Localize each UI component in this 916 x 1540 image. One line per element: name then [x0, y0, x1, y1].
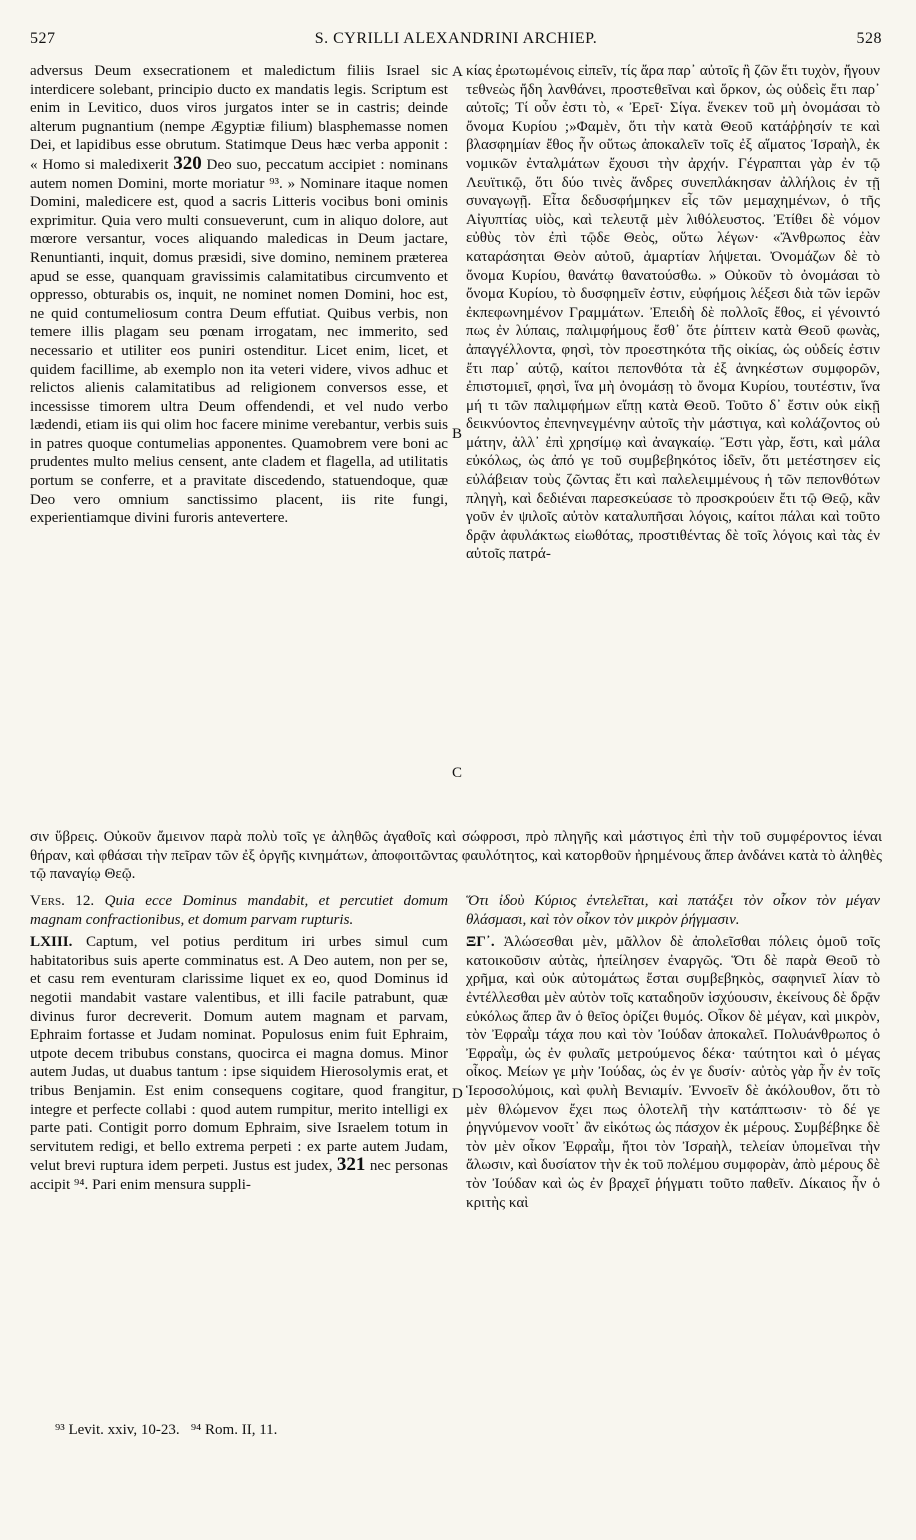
inline-page-number: 320 [173, 152, 202, 174]
section-label: ΞΓ᾽. [466, 934, 495, 951]
latin-column-lower [30, 892, 448, 1199]
greek-column-upper [466, 62, 880, 564]
greek-paragraph: κίας ἐρωτωμένοις εἰπεῖν, τίς ἄρα παρ᾽ αὐτοῖς ἢ ζῶν ἔτι τυχὸν, ἤγουν τεθνεὼς ἤδη λανθάνει, προστεθεῖναι καὶ ὅρκον, ὡς οὐδεὶς ἔτι παρ᾽ αὐτοῖς; Τί οὖν ἐστι τὸ, « Ἐρεῖ· Σίγα. ἕνεκεν τοῦ μὴ ὀνομάσαι τὸ ὄνομα Κυρίου ;»Φαμὲν, ὅτι τὴν κατὰ Θεοῦ κατάῤῥησίν τε καὶ βλασφημίαν ἔθος ἦν οὕτως ἀποκαλεῖν τοῖς ἐξ αἵματος Ἰσραὴλ, ἐκ νομικῶν ἐνταλμάτων ἔχουσι τὴν ἀρχήν. Γέγραπται γὰρ ἐν τῷ Λευϊτικῷ, ὅτι δύο τινὲς ἄνδρες συνεπλάκησαν ἀλλήλοις ἐν τῇ συναγωγῇ. Εἶτα δεδυσφήμηκεν εἷς τῶν μεμαχημένων, ὁ τῆς Αἰγυπτίας υἱὸς, καὶ τελευτᾷ μὲν λιθόλευστος. Ἐτίθει δὲ νόμον εὐθὺς τὸν ἐπὶ τῷδε Θεὸς, οὕτω λέγων· «Ἄνθρωπος ἐὰν καταράσηται Θεὸν αὐτοῦ, ἁμαρτίαν λήψεται. Ὀνομάζων δὲ τὸ ὄνομα Κυρίου, θανάτῳ θανατούσθω. » Οὐκοῦν τὸ ὀνομάσαι τὸ ὄνομα Κυρίου, τὸ δυσφημεῖν ἐστιν, εὐφήμοις λέξεσι διὰ τῶν ἱερῶν ἐκπεφωνημένον Γραμμάτων. Ἐπειδὴ δὲ πολλοῖς ἔθος, εἰ γένοιντό πως ἐν λύπαις, παλιμφήμους ἔσθ᾽ ὅτε ῥίπτειν κατὰ Θεοῦ φωνὰς, ἀπαγγέλλοντα, φησὶ, τὸν προεστηκότα τῆς οἰκίας, ὡς οὐδείς ἐστιν ἔτι παρ᾽ αὐτῷ, καίτοι πεπονθότα τὰ ἐξ ἀνηκέστων συμφορῶν, ἐπιστομιεῖ, φησὶ, ἵνα μὴ ὀνομάσῃ τὸ ὄνομα Κυρίου, τουτέστιν, ἵνα μή τι τῶν παλιμφήμων εἴπῃ κατὰ Θεοῦ. Τοῦτο δ᾽ ἔστιν οὐκ εἰκῇ δεικνύοντος ἐπενηνεγμένην αὐτοῖς τὴν μάστιγα, καὶ κολάζοντος οὐ μάτην, ἀλλ᾽ ἐπὶ χρησίμῳ καὶ ἀναγκαίῳ. Ἔστι γὰρ, ἔστι, καὶ μάλα εὐκόλως, ὡς ἀπό γε τοῦ συμβεβηκότος ἰδεῖν, ὅτι μετέστησεν εἰς εὐλάβειαν τοὺς ζῶντας ἔτι καὶ παλελειμμένους ἡ τῶν πεπονθότων πληγὴ, καὶ δεδιέναι παρεσκεύασε τὸ προσκρούειν ἔτι τῷ Θεῷ, κἂν γοῦν ἐν ψιλοῖς αὐτὸν καταλυπῆσαι λόγοις, καίτοι πάλαι καὶ τοῦτο δρᾷν ἀφυλάκτως εἰωθότας, προστιθέντας δὲ τοῖς λόγοις καὶ τὰς ἐν αὐτοῖς πατρά- [466, 63, 880, 563]
latin-text: nec personas accipit ⁹⁴. Pari enim mensura suppli- [30, 1158, 448, 1193]
greek-verse: Ὅτι ἰδοὺ Κύριος ἐντελεῖται, καὶ πατάξει τὸν οἶκον τὸν μέγαν θλάσμασι, καὶ τὸν οἶκον τὸν μικρὸν ῥήγμασιν. [466, 893, 880, 928]
greek-column-lower [466, 892, 880, 1216]
section-label: LXIII. [30, 934, 73, 951]
footnotes: ⁹³ Levit. xxiv, 10-23. ⁹⁴ Rom. II, 11. [55, 1422, 278, 1438]
latin-verse [30, 892, 448, 929]
latin-commentary [30, 933, 448, 1194]
verse-text: Quia ecce Dominus mandabit, et percutiet domum magnam confractionibus, et domum parvam rupturis. [30, 893, 448, 928]
greek-text: Ἁλώσεσθαι μὲν, μᾶλλον δὲ ἀπολεῖσθαι πόλεις ὁμοῦ τοῖς κατοικοῦσιν αὐτὰς, ἠπείλησεν ἐναργῶς. Ὅτι δὲ παρὰ Θεοῦ τὸ χρῆμα, καὶ οὐκ αὐτομάτως ἔσται συμβεβηκὸς, σαφηνιεῖ λίαν τὸ ἐντέλλεσθαι μὲν αὐτὸν τοῖς καταδηοῦν ἰσχύουσιν, ἐκείνους δὲ δρᾷν εὐκόλως ἅπερ ἂν ὁ θεῖος ὁρίζει θυμός. Οἶκον δὲ μέγαν, καὶ μικρὸν, τὸν Ἐφραῒμ τάχα που καὶ τὸν Ἰούδαν ἀποκαλεῖ. Πολυάνθρωπος ὁ Ἐφραῒμ, ὡς ἐν φυλαῖς μετρούμενος δέκα· ταύτητοι καὶ ὁ μέγας οἶκος. Μείων γε μὴν Ἰούδας, ὡς ἐν γε δυσίν· αὐτὸς γὰρ ἦν ἐν τοῖς Ἱεροσολύμοις, καὶ φυλὴ Βενιαμίν. Ἐννοεῖν δὲ ἀκόλουθον, ὅτι τὸ μὲν θλώμενον ἔχει πως ὁλοτελῆ τὴν κατάπτωσιν· τὸ δέ γε ῥηγνύμενον νοοῖτ᾽ ἂν εἰκότως ὡς πάσχον ἐκ μέρους. Συμβέβηκε δὲ τὸν μὲν οἶκον Ἐφραῒμ, ἤτοι τὸν Ἰσραὴλ, τελείαν ὑπομεῖναι τὴν ἅλωσιν, καὶ δυσίατον τὴν ἐκ τοῦ πολέμου συμφορὰν, ἀπὸ μέρους δὲ τὸν Ἰούδαν καὶ ὡς ἐν βραχεῖ ῥήγματι τοῦτο παθεῖν. Δίκαιος ἦν ὁ κριτὴς καὶ [466, 934, 880, 1211]
margin-letter-d: D [452, 1086, 463, 1102]
latin-text: adversus Deum exsecrationem et maledictum filiis Israel sic interdicere solebant, principio ducto ex mandatis legis. Scriptum est enim in Levitico, duos viros jurgatos inter se in castris; deinde alterum pugnantium (nempe Ægyptiæ filium) blasphemasse nomen Dei, et lapidibus esse obrutum. Statimque Deus hæc verba apponit : « Homo si maledixerit [30, 63, 448, 173]
running-header [30, 30, 882, 52]
page-number-left: 527 [30, 30, 56, 47]
latin-paragraph [30, 62, 448, 528]
greek-commentary [466, 933, 880, 1212]
latin-column-upper [30, 62, 448, 528]
running-title: S. CYRILLI ALEXANDRINI ARCHIEP. [314, 30, 598, 47]
latin-text: Captum, vel potius perditum iri urbes simul cum habitatoribus suis aperte comminatus est. A Deo autem, non per se, et casu rem eventuram clarissime liquet ex eo, quod Dominus id negotii mandabit vastare valentibus, et illi facile patrabunt, quæ divinus furor decreverit. Domum autem magnam et parvam, Ephraim fortasse et Judam nominat. Populosus enim fuit Ephraim, utpote decem tribubus constans, quocirca ei magna domus. Minor autem Judas, ut duabus tantum : ipse siquidem Hierosolymis erat, et tribus Benjamin. Est enim consequens cogitare, quod frangitur, integre et perfecte collabi : quod autem rumpitur, merito intelligi ex parte pati. Contigit porro domum Ephraim, sive Israelem totum in servitutem redigi, et bello extrema perpeti : ex parte autem Judam, velut brevi ruptura idem perpeti. Justus est judex, [30, 934, 448, 1175]
verse-label: Vers. 12. [30, 893, 95, 909]
page-number-right: 528 [856, 30, 882, 47]
inline-page-number: 321 [336, 1154, 366, 1176]
latin-text: Deo suo, peccatum accipiet : nominans autem nomen Domini, morte moriatur ⁹³. » Nominare itaque nomen Domini, maledicere est, quod a sacris Litteris vocibus boni ominis exprimitur. Quia vero multi consueverunt, cum in aliquo dolore, aut mœrore versantur, voces aliquando maledicas in Deum jactare, Renuntianti, inquit, domus præsidi, sive domino, neminem præterea apud se esse, quanquam gravissimis calamitatibus circumvento et oppresso, obturabis os, inquit, ne nominet nomen Domini, hoc est, ne quid contumeliosum contra Deum effutiat. Quibus verbis, non temere illis plagam seu pœnam irrogatam, nec immerito, sed necessario et utiliter eos puniri ostenditur. Licet enim, licet, et quidem facillime, ab exemplo non ita veteri videre, vivos adhuc et relictos alienis calamitatibus ad religionem conversos esse, et incessisse timorem ultra Deum offendendi, et vel nudo verbo lædendi, etiam iis qui olim hoc facere minime verebantur, verbis suis in patres quoque contumelias apponentes. Quamobrem vere boni ac prudentes multo melius censent, ante cladem et flagella, ad utilitatis portum se conferre, et a pravitate discedendo, statuendoque, quæ Deo vero omnium sanctissimo placent, iis rite fungi, experientiamque divini furoris antevertere. [30, 156, 449, 527]
margin-letter-c: C [452, 765, 463, 781]
margin-letter-a: A [452, 64, 463, 80]
margin-letter-b: B [452, 426, 463, 442]
greek-full-width: σιν ὕβρεις. Οὐκοῦν ἄμεινον παρὰ πολὺ τοῖς γε ἀληθῶς ἀγαθοῖς καὶ σώφροσι, πρὸ πληγῆς καὶ μάστιγος ἐπὶ τὴν τοῦ συμφέροντος ἰέναι θήραν, καὶ φθάσαι τὴν πεῖραν τῶν ἐξ ὀργῆς κινημάτων, ἀποφοιτῶντας φαυλότητος, καὶ κατορθοῦν ἠρημένους ἅπερ ἀνδάνει κατὰ τὸ ἀληθὲς τῷ παναγίῳ Θεῷ. [30, 829, 882, 883]
